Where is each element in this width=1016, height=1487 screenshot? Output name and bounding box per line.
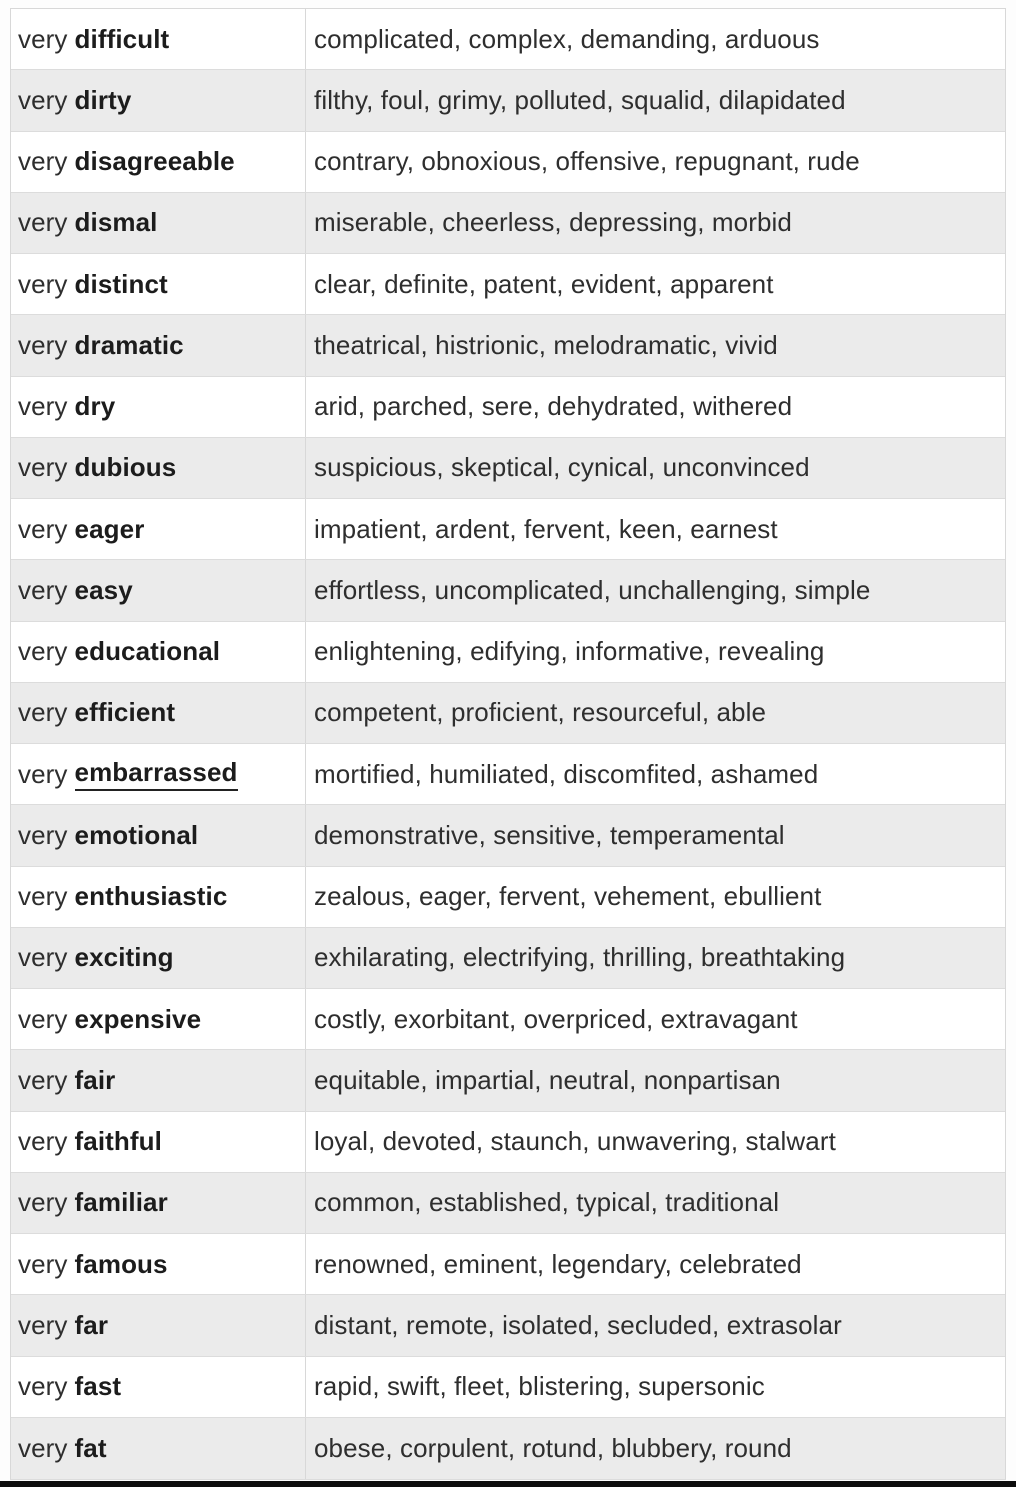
phrase-prefix: very [18,84,68,115]
phrase-prefix: very [18,1371,68,1402]
phrase-prefix: very [18,881,68,912]
phrase-cell [11,9,306,69]
phrase-prefix: very [18,758,68,789]
synonyms-cell: distant, remote, isolated, secluded, extrasolar [314,1309,842,1340]
phrase-cell [11,867,306,927]
phrase-prefix: very [18,513,68,544]
table-row [11,1173,1005,1234]
table-row [11,193,1005,254]
table-row [11,1050,1005,1111]
phrase-cell [11,254,306,314]
phrase-cell [11,622,306,682]
phrase-word: faithful [74,1126,162,1157]
phrase-word: enthusiastic [74,881,228,912]
phrase-prefix: very [18,268,68,299]
synonyms-cell: renowned, eminent, legendary, celebrated [314,1248,802,1279]
synonyms-cell: costly, exorbitant, overpriced, extravagant [314,1003,798,1034]
phrase-prefix: very [18,574,68,605]
phrase-word: efficient [74,697,176,728]
phrase-cell [11,744,306,804]
phrase-prefix: very [18,329,68,360]
table-row [11,1234,1005,1295]
phrase-cell [11,70,306,130]
table-row [11,9,1005,70]
phrase-cell [11,315,306,375]
table-row [11,1357,1005,1418]
synonyms-cell: common, established, typical, traditional [314,1187,780,1218]
phrase-prefix: very [18,942,68,973]
phrase-prefix: very [18,207,68,238]
phrase-cell [11,989,306,1049]
phrase-word: fast [74,1371,122,1402]
synonyms-cell: clear, definite, patent, evident, apparent [314,268,774,299]
synonyms-cell: demonstrative, sensitive, temperamental [314,819,785,850]
phrase-cell [11,1173,306,1233]
phrase-word: easy [74,574,133,605]
phrase-cell [11,438,306,498]
phrase-word: distinct [74,268,168,299]
phrase-cell [11,132,306,192]
synonyms-cell: mortified, humiliated, discomfited, ashamed [314,758,819,789]
synonyms-cell: filthy, foul, grimy, polluted, squalid, dilapidated [314,84,846,115]
synonyms-cell: zealous, eager, fervent, vehement, ebullient [314,881,822,912]
table-row [11,132,1005,193]
phrase-word: eager [74,513,145,544]
phrase-prefix: very [18,23,68,54]
phrase-prefix: very [18,636,68,667]
bottom-edge-bar [0,1481,1016,1487]
phrase-prefix: very [18,1126,68,1157]
phrase-prefix: very [18,1432,68,1463]
synonyms-cell: miserable, cheerless, depressing, morbid [314,207,792,238]
phrase-word: difficult [74,23,170,54]
table-row [11,683,1005,744]
phrase-cell [11,1050,306,1110]
phrase-prefix: very [18,697,68,728]
phrase-prefix: very [18,819,68,850]
table-row [11,560,1005,621]
phrase-cell [11,499,306,559]
table-row [11,928,1005,989]
phrase-word: far [74,1309,109,1340]
phrase-word: fat [74,1432,107,1463]
table-row [11,1295,1005,1356]
table-row [11,744,1005,805]
phrase-word: dramatic [74,329,184,360]
table-row [11,989,1005,1050]
synonyms-cell: loyal, devoted, staunch, unwavering, stalwart [314,1126,836,1157]
table-row [11,1418,1005,1479]
synonyms-cell: competent, proficient, resourceful, able [314,697,767,728]
synonyms-cell: effortless, uncomplicated, unchallenging, simple [314,574,871,605]
synonyms-cell: enlightening, edifying, informative, revealing [314,636,825,667]
table-row [11,315,1005,376]
phrase-word: familiar [74,1187,168,1218]
synonyms-cell: exhilarating, electrifying, thrilling, breathtaking [314,942,846,973]
table-row [11,622,1005,683]
phrase-cell [11,1357,306,1417]
table-row [11,438,1005,499]
synonym-table [10,8,1006,1480]
table-row [11,1112,1005,1173]
phrase-cell [11,193,306,253]
phrase-word: emotional [74,819,199,850]
synonyms-cell: theatrical, histrionic, melodramatic, vivid [314,329,778,360]
synonyms-cell: suspicious, skeptical, cynical, unconvinced [314,452,810,483]
table-row [11,499,1005,560]
phrase-prefix: very [18,1309,68,1340]
phrase-word: educational [74,636,221,667]
phrase-word: dry [74,391,116,422]
phrase-word: disagreeable [74,146,235,177]
phrase-cell [11,683,306,743]
phrase-prefix: very [18,146,68,177]
synonyms-cell: equitable, impartial, neutral, nonpartisan [314,1064,781,1095]
table-row [11,805,1005,866]
table-row [11,377,1005,438]
phrase-prefix: very [18,1248,68,1279]
phrase-cell [11,560,306,620]
synonyms-cell: rapid, swift, fleet, blistering, supersonic [314,1371,765,1402]
synonyms-cell: complicated, complex, demanding, arduous [314,23,820,54]
phrase-prefix: very [18,1187,68,1218]
phrase-prefix: very [18,452,68,483]
phrase-cell [11,928,306,988]
phrase-cell [11,1234,306,1294]
phrase-word: exciting [74,942,174,973]
synonyms-cell: arid, parched, sere, dehydrated, withered [314,391,793,422]
synonyms-cell: obese, corpulent, rotund, blubbery, round [314,1432,792,1463]
synonyms-cell: impatient, ardent, fervent, keen, earnest [314,513,778,544]
synonyms-cell: contrary, obnoxious, offensive, repugnant, rude [314,146,860,177]
phrase-word: embarrassed [75,757,238,791]
table-row [11,70,1005,131]
table-row [11,867,1005,928]
phrase-word: dirty [74,84,132,115]
phrase-prefix: very [18,391,68,422]
phrase-word: dismal [74,207,158,238]
phrase-cell [11,1295,306,1355]
phrase-word: famous [74,1248,168,1279]
table-row [11,254,1005,315]
phrase-cell [11,377,306,437]
phrase-word: dubious [74,452,177,483]
phrase-word: expensive [74,1003,202,1034]
phrase-cell [11,1418,306,1479]
phrase-cell [11,805,306,865]
phrase-cell [11,1112,306,1172]
phrase-word: fair [74,1064,116,1095]
phrase-prefix: very [18,1064,68,1095]
phrase-prefix: very [18,1003,68,1034]
